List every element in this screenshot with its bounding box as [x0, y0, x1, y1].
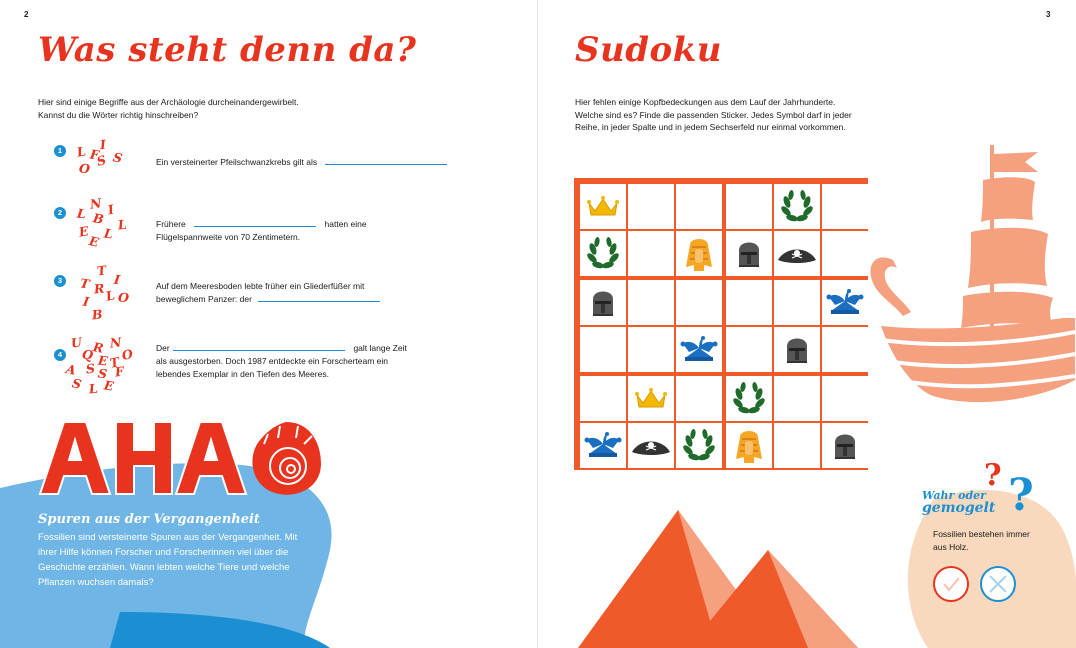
letter: O	[78, 160, 91, 177]
sudoku-cell[interactable]	[628, 184, 674, 229]
letter: N	[109, 334, 123, 351]
puzzle-2-sentence-start: Frühere	[156, 219, 186, 229]
puzzle-1-sentence: Ein versteinerter Pfeilschwanzkrebs gilt als	[156, 157, 318, 167]
letter: S	[70, 375, 83, 392]
quiz-title-line-2: gemogelt	[922, 500, 996, 516]
letter: E	[77, 223, 90, 240]
letter: L	[117, 216, 128, 233]
sudoku-cell[interactable]	[774, 376, 820, 421]
letter: L	[76, 205, 87, 222]
sudoku-cell[interactable]	[822, 280, 868, 325]
intro-line-1: Hier sind einige Begriffe aus der Archäologie durcheinandergewirbelt.	[38, 97, 299, 107]
cross-icon	[982, 568, 1014, 600]
sudoku-cell[interactable]	[726, 423, 772, 468]
sudoku-cell[interactable]	[822, 184, 868, 229]
sudoku-cell[interactable]	[580, 231, 626, 276]
letter: E	[102, 377, 115, 394]
laurel-icon	[780, 190, 814, 224]
answer-blank-2[interactable]	[194, 226, 316, 227]
puzzle-text-1	[156, 156, 447, 169]
sudoku-cell[interactable]	[774, 184, 820, 229]
sudoku-cell[interactable]	[676, 376, 722, 421]
sudoku-cell[interactable]	[726, 184, 772, 229]
pirate-hat-icon	[776, 242, 818, 266]
intro-line-3: Reihe, in jeder Spalte und in jedem Sechserfeld nur einmal vorkommen.	[575, 122, 846, 132]
page-title-right: Sudoku	[575, 30, 723, 70]
laurel-icon	[586, 237, 620, 271]
sudoku-cell[interactable]	[774, 280, 820, 325]
question-mark-red-icon: ?	[984, 458, 1002, 493]
letter: R	[93, 280, 105, 297]
answer-blank-4[interactable]	[173, 350, 345, 351]
letter: B	[91, 210, 105, 227]
letter: T	[108, 354, 121, 371]
check-icon	[935, 568, 967, 600]
sudoku-cell[interactable]	[580, 376, 626, 421]
sudoku-cell[interactable]	[580, 423, 626, 468]
intro-left	[38, 96, 458, 121]
intro-line-1: Hier fehlen einige Kopfbedeckungen aus dem Lauf der Jahrhunderte.	[575, 97, 836, 107]
letter: O	[120, 346, 134, 363]
puzzle-number-1: 1	[54, 145, 66, 157]
sudoku-cell[interactable]	[774, 231, 820, 276]
pirate-hat-icon	[630, 434, 672, 458]
crown-icon	[634, 387, 668, 411]
letter: I	[81, 293, 91, 310]
letter: B	[91, 306, 104, 323]
answer-blank-1[interactable]	[325, 164, 447, 165]
letter: R	[91, 339, 105, 356]
sudoku-cell[interactable]	[676, 231, 722, 276]
sudoku-cell[interactable]	[726, 327, 772, 372]
sudoku-cell[interactable]	[676, 184, 722, 229]
letter: L	[104, 287, 117, 304]
false-checkbox[interactable]	[980, 566, 1016, 602]
sudoku-cell[interactable]	[580, 280, 626, 325]
question-mark-blue-icon: ?	[1008, 470, 1034, 521]
sudoku-cell[interactable]	[774, 327, 820, 372]
letter: E	[97, 352, 109, 369]
laurel-icon	[682, 429, 716, 463]
true-checkbox[interactable]	[933, 566, 969, 602]
sudoku-cell[interactable]	[822, 327, 868, 372]
aha-logo-text: AHA	[146, 414, 149, 415]
letter: I	[106, 201, 116, 218]
letter: O	[117, 289, 130, 306]
sudoku-cell[interactable]	[628, 231, 674, 276]
puzzle-4-sentence-start: Der	[156, 343, 170, 353]
puzzle-text-4	[156, 342, 407, 381]
page-number-right: 3	[1046, 10, 1051, 19]
sudoku-cell[interactable]	[726, 231, 772, 276]
sudoku-cell[interactable]	[726, 376, 772, 421]
aha-logo	[36, 414, 336, 500]
letter: U	[69, 334, 83, 351]
helmet-icon	[590, 287, 616, 319]
letter: S	[97, 365, 109, 382]
intro-line-2: Welche sind es? Finde die passenden Sticker. Jedes Symbol darf in jeder	[575, 109, 852, 120]
helmet-icon	[736, 238, 762, 270]
pharaoh-icon	[684, 235, 714, 273]
puzzle-number-4: 4	[54, 349, 66, 361]
letter: S	[111, 149, 124, 166]
jester-hat-icon	[825, 289, 865, 317]
letter: T	[78, 275, 91, 292]
letter: A	[64, 361, 78, 378]
sudoku-cell[interactable]	[822, 423, 868, 468]
puzzle-text-2	[156, 218, 367, 244]
sudoku-cell[interactable]	[628, 423, 674, 468]
sudoku-cell[interactable]	[822, 376, 868, 421]
page-title-left: Was steht denn da?	[38, 30, 417, 70]
letter: L	[103, 225, 114, 242]
pyramids-illustration	[568, 500, 888, 648]
sudoku-cell[interactable]	[774, 423, 820, 468]
sudoku-cell[interactable]	[580, 184, 626, 229]
intro-line-2: Kannst du die Wörter richtig hinschreiben?	[38, 109, 199, 120]
letter: L	[88, 380, 99, 397]
quiz-statement: Fossilien bestehen immer aus Holz.	[933, 529, 1030, 552]
letter: S	[85, 360, 96, 377]
letter: L	[75, 143, 87, 160]
sudoku-cell[interactable]	[676, 423, 722, 468]
sudoku-cell[interactable]	[628, 376, 674, 421]
letter: N	[88, 195, 103, 212]
sudoku-grid	[574, 178, 868, 470]
ship-illustration	[863, 140, 1076, 410]
letter: F	[113, 363, 125, 380]
page-number-left: 2	[24, 10, 29, 19]
sudoku-cell[interactable]	[580, 327, 626, 372]
answer-blank-3[interactable]	[258, 301, 380, 302]
puzzle-text-3	[156, 280, 380, 306]
jester-hat-icon	[679, 336, 719, 364]
letter: F	[89, 146, 100, 163]
puzzle-number-2: 2	[54, 207, 66, 219]
letter: Q	[81, 346, 94, 363]
crown-icon	[586, 195, 620, 219]
puzzle-3-line-2: beweglichem Panzer: der	[156, 294, 252, 304]
quiz-title-line-1: Wahr oder	[922, 489, 986, 502]
sudoku-cell[interactable]	[628, 280, 674, 325]
puzzle-4-line-3: lebendes Exemplar in den Tiefen des Meeres.	[156, 369, 329, 379]
letter: I	[113, 271, 121, 288]
puzzle-2-line-2: Flügelspannweite von 70 Zentimetern.	[156, 232, 301, 242]
aha-text: Fossilien sind versteinerte Spuren aus der Vergangenheit. Mit ihrer Hilfe können Forscher und Forscherinnen viel über die Geschichte erzählen. Wann lebten welche Tiere und welche Pflanzen wuchsen damals?	[38, 532, 298, 588]
sudoku-cell[interactable]	[822, 231, 868, 276]
pharaoh-icon	[734, 427, 764, 465]
letter: I	[99, 136, 107, 153]
sudoku-cell[interactable]	[676, 280, 722, 325]
letter: T	[95, 262, 108, 279]
puzzle-4-sentence-end: galt lange Zeit	[353, 343, 407, 353]
sudoku-cell[interactable]	[676, 327, 722, 372]
puzzle-4-line-2: als ausgestorben. Doch 1987 entdeckte ein Forscherteam ein	[156, 356, 388, 366]
laurel-icon	[732, 382, 766, 416]
aha-heading: Spuren aus der Vergangenheit	[38, 512, 260, 527]
jester-hat-icon	[583, 432, 623, 460]
puzzle-2-sentence-end: hatten eine	[324, 219, 367, 229]
ammonite-icon	[252, 422, 321, 495]
letter: S	[95, 152, 108, 169]
sudoku-cell[interactable]	[726, 280, 772, 325]
letter: E	[87, 233, 101, 250]
puzzle-3-line-1: Auf dem Meeresboden lebte früher ein Gliederfüßer mit	[156, 281, 365, 291]
intro-right	[575, 96, 895, 134]
helmet-icon	[784, 334, 810, 366]
helmet-icon	[832, 430, 858, 462]
puzzle-number-3: 3	[54, 275, 66, 287]
sudoku-cell[interactable]	[628, 327, 674, 372]
